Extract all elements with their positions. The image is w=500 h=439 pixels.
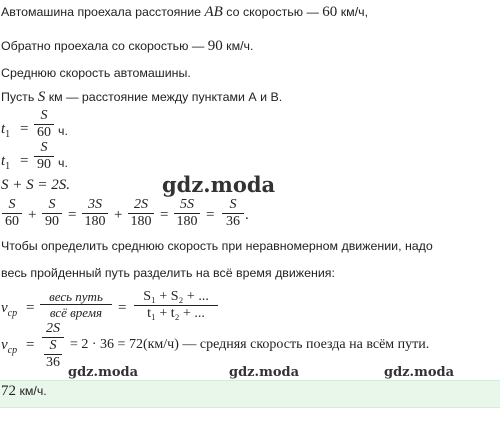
fraction: [40, 290, 112, 319]
vcp-lhs: $v_{ср}$: [1, 300, 18, 319]
watermark: gdz.moda: [68, 365, 139, 380]
speed-value: 90: [207, 38, 223, 54]
numerator: 3S: [88, 197, 102, 212]
numerator: 2S: [134, 197, 148, 212]
plus-sign: +: [28, 207, 37, 223]
fraction: [2, 198, 22, 229]
denominator: 36: [46, 355, 60, 370]
period: .: [245, 207, 249, 223]
fraction: [82, 198, 108, 229]
equals-sign: =: [206, 207, 215, 223]
watermark: gdz.moda: [229, 365, 300, 380]
fraction: [134, 290, 218, 321]
condition-text: со скоростью —: [226, 5, 319, 19]
distance-symbol: S: [37, 89, 46, 105]
condition-text: Обратно проехала со скоростью —: [1, 39, 205, 53]
denominator: 90: [37, 157, 51, 172]
fraction: [174, 198, 200, 229]
denominator: 36: [226, 214, 240, 229]
answer-line: [1, 383, 47, 400]
denominator: 180: [130, 214, 152, 229]
fraction: [34, 109, 54, 140]
denominator: всё время: [49, 305, 103, 320]
plus-sign: +: [114, 207, 123, 223]
unit-label: ч.: [58, 156, 68, 170]
question-line: Среднюю скорость автомашины.: [1, 66, 191, 80]
let-text: Пусть: [1, 90, 35, 104]
numerator: S: [40, 140, 48, 155]
watermark: gdz.moda: [162, 172, 276, 197]
sum-formula: S + S = 2S.: [1, 177, 70, 193]
numerator: S: [40, 108, 48, 123]
calculation-result: [70, 337, 429, 353]
equals-sign: =: [118, 300, 127, 316]
fraction: [34, 141, 54, 172]
condition-line-2: [1, 38, 253, 55]
explanation-line-1: Чтобы определить среднюю скорость при неравномерном движении, надо: [1, 239, 433, 253]
segment-ab: AB: [204, 4, 223, 20]
speed-unit: км/ч,: [340, 5, 369, 19]
speed-value: 60: [322, 4, 338, 20]
denominator: 60: [5, 214, 19, 229]
numerator: S: [229, 197, 237, 212]
numerator: весь путь: [49, 289, 103, 304]
numerator: S: [8, 197, 16, 212]
unit-label: ч.: [58, 124, 68, 138]
equals-sign: =: [26, 337, 35, 353]
numerator: 5S: [180, 197, 194, 212]
denominator: 90: [45, 214, 59, 229]
vcp-lhs: $v_{ср}$: [1, 337, 18, 356]
answer-value: 72: [1, 383, 16, 399]
condition-text: Автомашина проехала расстояние: [1, 5, 202, 19]
answer-band: [0, 380, 500, 408]
equals-sign: =: [26, 300, 35, 316]
equals-sign: =: [68, 207, 77, 223]
let-text: км — расстояние между пунктами А и В.: [48, 90, 283, 104]
equals-sign: =: [20, 153, 29, 169]
let-line: [1, 89, 282, 106]
denominator: 180: [176, 214, 198, 229]
t1-lhs: $t_1$: [1, 121, 11, 140]
numerator: 2S: [46, 321, 60, 336]
result-text: = 2 · 36 = 72(км/ч) — средняя скорость поезда на всём пути.: [70, 337, 430, 352]
watermark: gdz.moda: [384, 365, 455, 380]
numerator: S₁ + S₂ + ...: [143, 289, 209, 304]
denominator: 180: [84, 214, 106, 229]
t1-lhs: $t_1$: [1, 153, 11, 172]
fraction: [222, 198, 244, 229]
answer-unit: км/ч.: [19, 384, 47, 398]
denominator: 60: [37, 125, 51, 140]
condition-line-1: [1, 4, 368, 21]
equals-sign: =: [20, 121, 29, 137]
fraction: [128, 198, 154, 229]
explanation-line-2: весь пройденный путь разделить на всё время движения:: [1, 266, 335, 280]
inner-numerator: S: [49, 338, 57, 353]
speed-unit: км/ч.: [226, 39, 254, 53]
complex-fraction: [42, 322, 64, 370]
equals-sign: =: [160, 207, 169, 223]
fraction: [42, 198, 62, 229]
numerator: S: [48, 197, 56, 212]
denominator: t₁ + t₂ + ...: [147, 306, 205, 321]
